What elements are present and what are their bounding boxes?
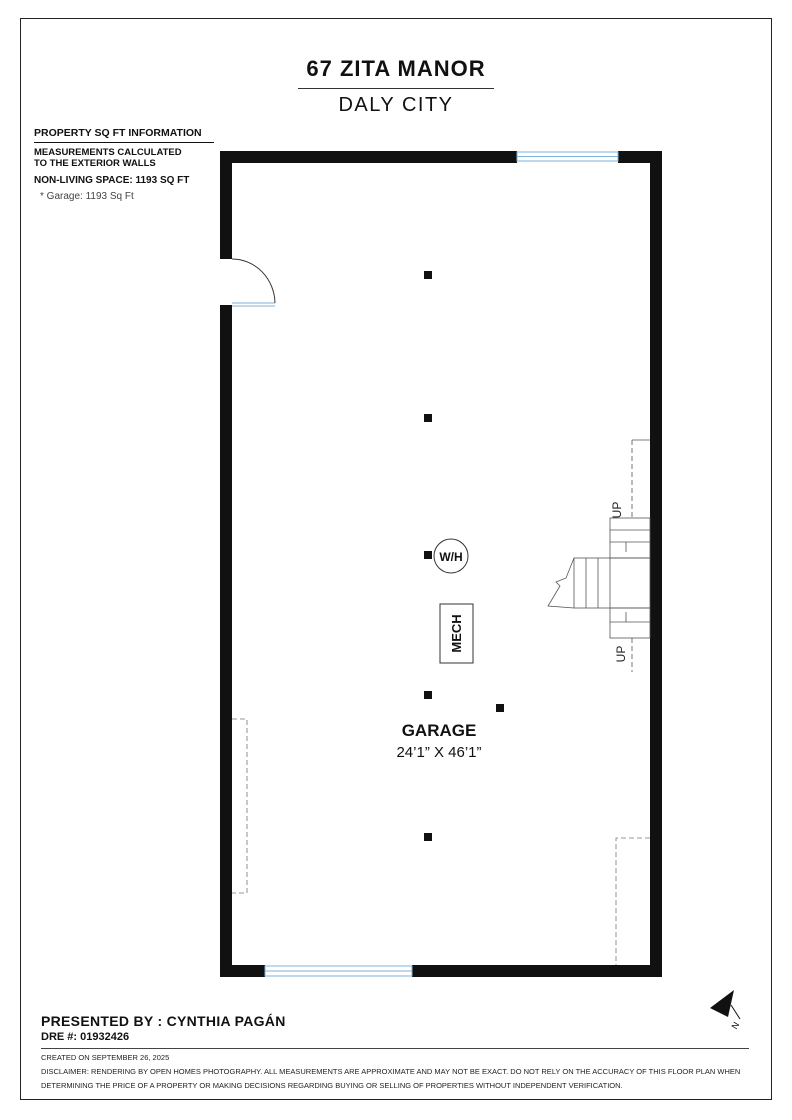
created-date: CREATED ON SEPTEMBER 26, 2025 bbox=[41, 1053, 170, 1062]
room-name: GARAGE bbox=[401, 721, 477, 740]
side-door bbox=[222, 259, 275, 306]
disclaimer-text: DISCLAIMER: RENDERING BY OPEN HOMES PHOTOGRAPHY. ALL MEASUREMENTS ARE APPROXIMATE AND MAY NOT BE EXACT. DO NOT RELY ON THE ACCURACY OF THIS FLOOR PLAN WHEN DETERMINING THE PRICE OF A PROPERTY OR MAKING DECISIONS REGARDING BUYING OR SELLING OF PROPERTIES WITHOUT INDEPENDENT VERIFICATION. bbox=[41, 1067, 741, 1090]
post bbox=[424, 414, 432, 422]
room-dimensions: 24’1” X 46’1” bbox=[396, 744, 482, 761]
mechanical-unit bbox=[440, 604, 473, 663]
top-window bbox=[517, 152, 618, 161]
presented-by: PRESENTED BY : CYNTHIA PAGÁN bbox=[41, 1013, 286, 1029]
water-heater bbox=[434, 539, 468, 573]
north-arrow-icon bbox=[710, 990, 741, 1031]
measurement-note-line1: MEASUREMENTS CALCULATED bbox=[34, 147, 182, 158]
post bbox=[424, 551, 432, 559]
dre-number: DRE #: 01932426 bbox=[41, 1031, 130, 1043]
garage-sqft-item: * Garage: 1193 Sq Ft bbox=[40, 191, 134, 202]
bottom-window bbox=[265, 966, 412, 976]
property-address: 67 ZITA MANOR bbox=[306, 56, 486, 81]
north-label: N bbox=[729, 1020, 742, 1031]
water-heater-label: W/H bbox=[439, 550, 463, 564]
post bbox=[496, 704, 504, 712]
property-city: DALY CITY bbox=[338, 94, 454, 116]
sqft-info-heading: PROPERTY SQ FT INFORMATION bbox=[34, 127, 214, 143]
stairs bbox=[548, 440, 650, 672]
right-dashed-outline bbox=[616, 838, 650, 965]
stair-up-label-bottom: UP bbox=[614, 645, 628, 663]
footer-divider bbox=[41, 1048, 749, 1049]
measurement-note-line2: TO THE EXTERIOR WALLS bbox=[34, 158, 156, 169]
stair-up-label-top: UP bbox=[610, 501, 624, 519]
left-dashed-outline bbox=[232, 719, 247, 893]
non-living-space-total: NON-LIVING SPACE: 1193 SQ FT bbox=[34, 175, 190, 186]
mech-label: MECH bbox=[449, 614, 464, 653]
post bbox=[424, 271, 432, 279]
post bbox=[424, 691, 432, 699]
post bbox=[424, 833, 432, 841]
